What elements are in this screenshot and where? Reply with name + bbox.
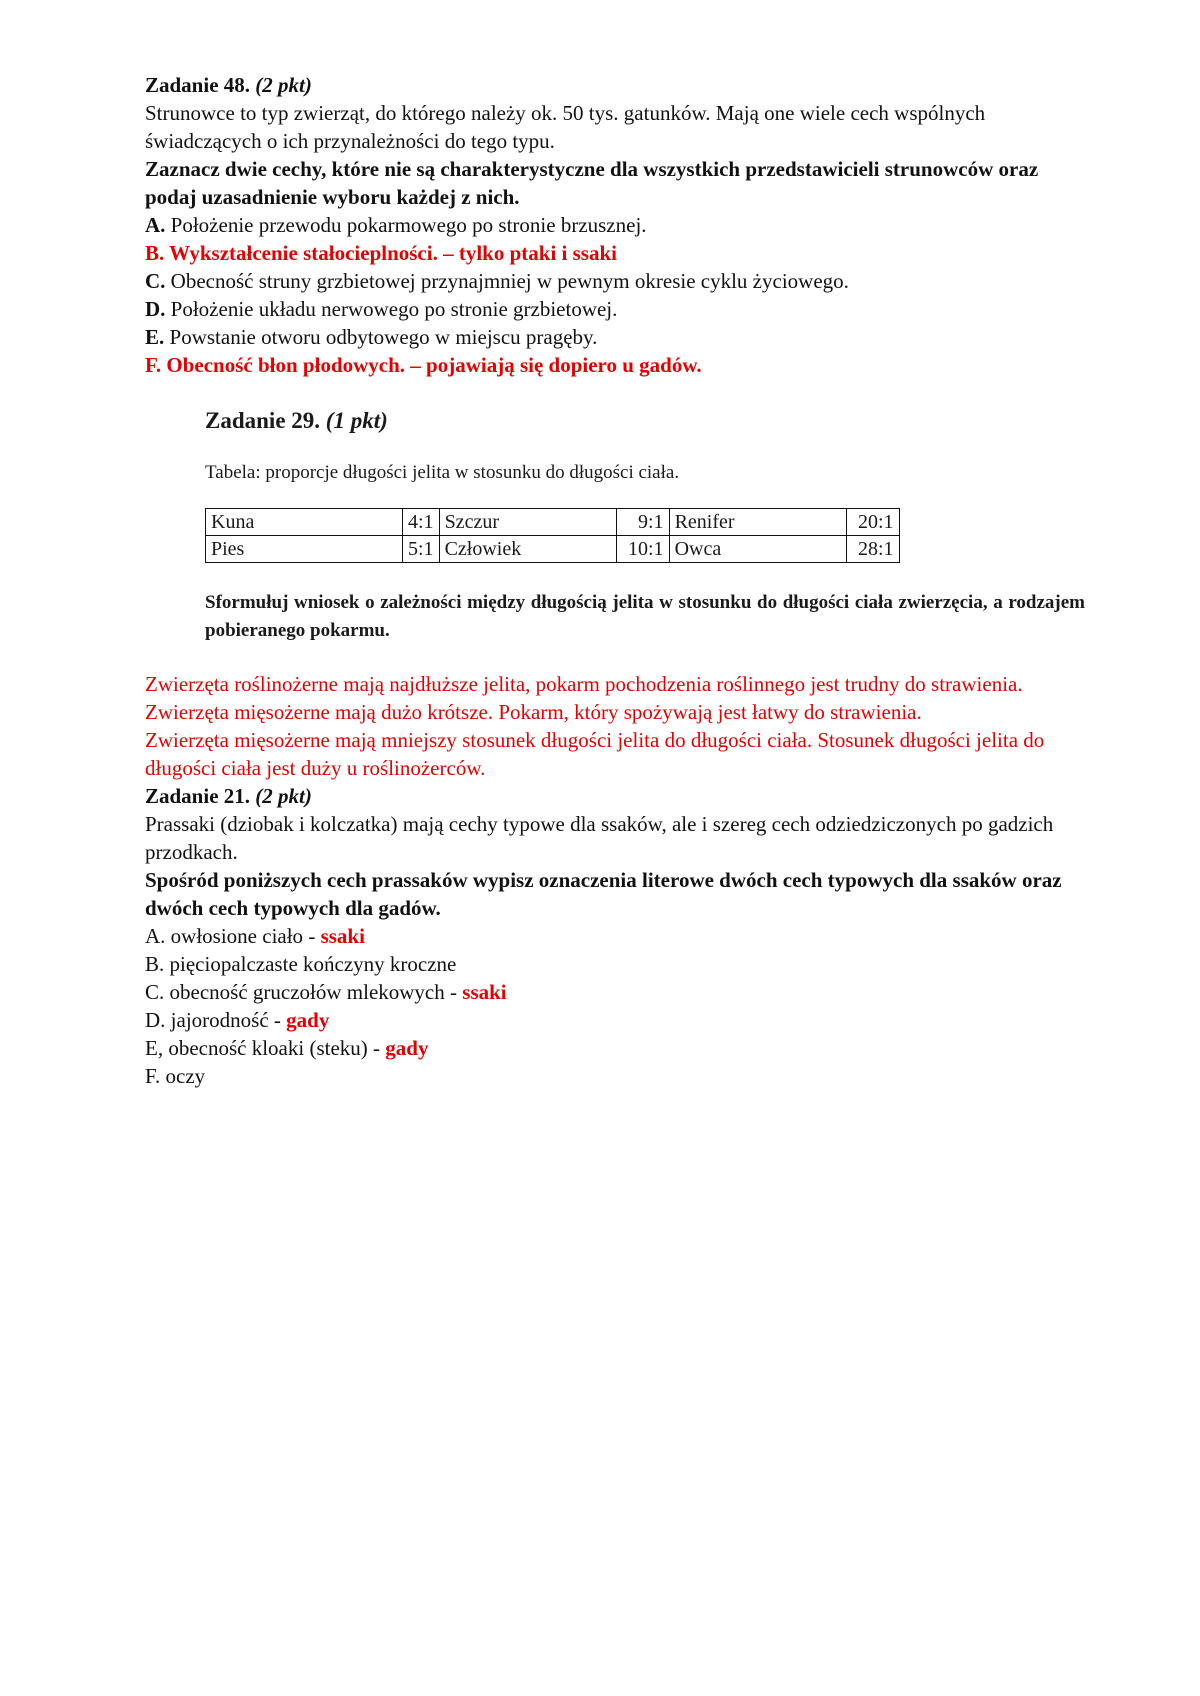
- option-sep: -: [303, 924, 321, 948]
- option-letter: F.: [145, 353, 162, 377]
- task-29-answers: [145, 670, 1075, 1090]
- task-29-question: Sformułuj wniosek o zależności między długością jelita w stosunku do długości ciała zwierzęcia, a rodzajem pobieranego pokarmu.: [205, 592, 1085, 641]
- option-text: Położenie przewodu pokarmowego po stronie brzusznej.: [170, 213, 647, 237]
- task-21-points: (2 pkt): [255, 784, 312, 808]
- table-cell-animal: Renifer: [669, 509, 846, 536]
- table-cell-animal: Owca: [669, 536, 846, 563]
- table-cell-ratio: 20:1: [846, 509, 899, 536]
- task-21-instruction: Spośród poniższych cech prassaków wypisz oznaczenia literowe dwóch cech typowych dla ssaków oraz dwóch cech typowych dla gadów.: [145, 868, 1062, 920]
- table-cell-animal: Szczur: [439, 509, 616, 536]
- task-48-heading: [145, 71, 1075, 99]
- option-text: Położenie układu nerwowego po stronie grzbietowej.: [170, 297, 618, 321]
- option-sep: -: [367, 1036, 386, 1060]
- option-sep: -: [268, 1008, 287, 1032]
- option-text: Obecność błon płodowych. – pojawiają się dopiero u gadów.: [166, 353, 702, 377]
- option-letter: E.: [145, 325, 165, 349]
- task-29-scan: [205, 408, 1085, 645]
- task-48-option-d: [145, 295, 1075, 323]
- table-cell-ratio: 4:1: [403, 509, 440, 536]
- option-answer: gady: [286, 1008, 330, 1032]
- task-29-caption: Tabela: proporcje długości jelita w stosunku do długości ciała.: [205, 462, 680, 483]
- task-21-option-a: [145, 922, 1075, 950]
- task-48-title: Zadanie 48.: [145, 73, 251, 97]
- option-text: Obecność struny grzbietowej przynajmniej w pewnym okresie cyklu życiowego.: [170, 269, 849, 293]
- option-letter: C.: [145, 269, 166, 293]
- task-21-heading: [145, 782, 1075, 810]
- option-answer: gady: [385, 1036, 429, 1060]
- table-cell-ratio: 10:1: [616, 536, 669, 563]
- task-48-intro: Strunowce to typ zwierząt, do którego należy ok. 50 tys. gatunków. Mają one wiele cech wspólnych świadczących o ich przynależności do tego typu.: [145, 101, 986, 153]
- table-cell-ratio: 9:1: [616, 509, 669, 536]
- option-sep: -: [444, 980, 463, 1004]
- option-text: Powstanie otworu odbytowego w miejscu pragęby.: [169, 325, 598, 349]
- task-29-answer-1: Zwierzęta roślinożerne mają najdłuższe jelita, pokarm pochodzenia roślinnego jest trudny do strawienia. Zwierzęta mięsożerne mają dużo krótsze. Pokarm, który spożywają jest łatwy do strawienia.: [145, 672, 1023, 724]
- task-48-option-b: [145, 239, 1075, 267]
- table-cell-ratio: 28:1: [846, 536, 899, 563]
- task-21-title: Zadanie 21.: [145, 784, 251, 808]
- task-29-title: Zadanie 29.: [205, 408, 321, 433]
- task-29-heading: [205, 408, 1085, 434]
- task-48-option-f: [145, 351, 1075, 379]
- task-48-instruction: Zaznacz dwie cechy, które nie są charakterystyczne dla wszystkich przedstawicieli strunowców oraz podaj uzasadnienie wyboru każdej z nich.: [145, 157, 1039, 209]
- option-letter: A.: [145, 213, 166, 237]
- ratio-table: [205, 508, 900, 563]
- task-21-option-c: [145, 978, 1075, 1006]
- task-48-option-e: [145, 323, 1075, 351]
- option-letter: B.: [145, 241, 165, 265]
- option-text: A. owłosione ciało: [145, 924, 304, 948]
- option-letter: D.: [145, 297, 166, 321]
- task-21-option-e: [145, 1034, 1075, 1062]
- task-29-points: (1 pkt): [325, 408, 388, 433]
- option-text: B. pięciopalczaste kończyny kroczne: [145, 952, 457, 976]
- option-text: E, obecność kloaki (steku): [145, 1036, 368, 1060]
- table-row: [206, 509, 900, 536]
- table-cell-ratio: 5:1: [403, 536, 440, 563]
- task-48: [145, 71, 1075, 379]
- option-text: Wykształcenie stałocieplności. – tylko ptaki i ssaki: [169, 241, 617, 265]
- option-text: D. jajorodność: [145, 1008, 269, 1032]
- task-29-answer-2: Zwierzęta mięsożerne mają mniejszy stosunek długości jelita do długości ciała. Stosunek długości jelita do długości ciała jest duży u roślinożerców.: [145, 728, 1045, 780]
- option-text: C. obecność gruczołów mlekowych: [145, 980, 445, 1004]
- task-21-option-f: [145, 1062, 1075, 1090]
- task-48-points: (2 pkt): [255, 73, 312, 97]
- task-48-option-c: [145, 267, 1075, 295]
- option-answer: ssaki: [320, 924, 365, 948]
- option-text: F. oczy: [145, 1064, 206, 1088]
- task-21-option-b: [145, 950, 1075, 978]
- option-answer: ssaki: [462, 980, 507, 1004]
- task-21-option-d: [145, 1006, 1075, 1034]
- table-cell-animal: Pies: [206, 536, 403, 563]
- task-48-option-a: [145, 211, 1075, 239]
- table-cell-animal: Człowiek: [439, 536, 616, 563]
- task-21-intro: Prassaki (dziobak i kolczatka) mają cechy typowe dla ssaków, ale i szereg cech odziedziczonych po gadzich przodkach.: [145, 812, 1054, 864]
- table-row: [206, 536, 900, 563]
- table-cell-animal: Kuna: [206, 509, 403, 536]
